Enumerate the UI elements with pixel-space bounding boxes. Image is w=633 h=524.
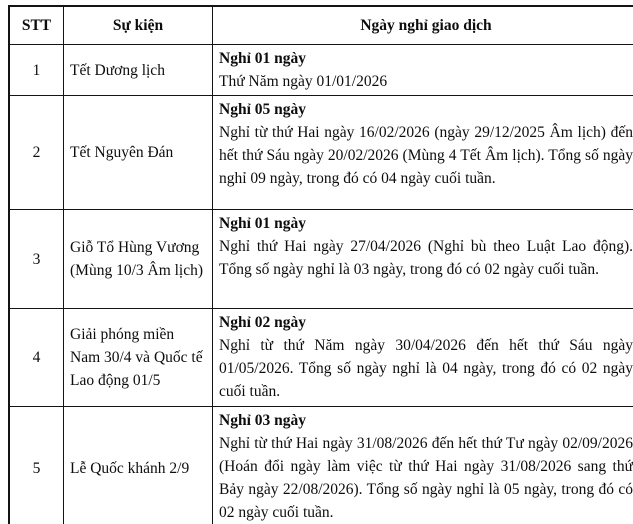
header-row: [9, 6, 633, 45]
event-cell: Lễ Quốc khánh 2/9: [64, 407, 213, 524]
holiday-detail: Nghỉ từ thứ Hai ngày 16/02/2026 (ngày 29/12/2025 Âm lịch) đến hết thứ Sáu ngày 20/02/2026 (Mùng 4 Tết Âm lịch). Tổng số ngày nghỉ 09 ngày, trong đó có 04 ngày cuối tuần.: [219, 124, 633, 187]
stt-cell: 3: [9, 210, 64, 309]
holiday-detail: Thứ Năm ngày 01/01/2026: [219, 73, 388, 90]
holiday-detail: Nghỉ thứ Hai ngày 27/04/2026 (Nghỉ bù theo Luật Lao động). Tổng số ngày nghỉ là 03 ngày, trong đó có 02 ngày cuối tuần.: [219, 238, 633, 278]
event-cell: Tết Dương lịch: [64, 45, 213, 96]
holiday-cell: [213, 309, 633, 407]
holiday-days-label: Nghỉ 02 ngày: [219, 314, 306, 331]
table-row: [9, 210, 633, 309]
holiday-days-label: Nghỉ 01 ngày: [219, 50, 306, 67]
holiday-detail: Nghỉ từ thứ Năm ngày 30/04/2026 đến hết thứ Sáu ngày 01/05/2026. Tổng số ngày nghỉ là 04 ngày, trong đó có 02 ngày cuối tuần.: [219, 337, 633, 400]
header-holiday-days: Ngày nghỉ giao dịch: [213, 6, 633, 45]
table-row: [9, 96, 633, 210]
table-header: [9, 6, 633, 45]
stt-cell: 5: [9, 407, 64, 524]
holiday-days-label: Nghỉ 05 ngày: [219, 101, 306, 118]
holiday-cell: [213, 407, 633, 524]
event-cell: Giải phóng miền Nam 30/4 và Quốc tế Lao động 01/5: [64, 309, 213, 407]
stt-cell: 1: [9, 45, 64, 96]
table-row: [9, 45, 633, 96]
holiday-detail: Nghỉ từ thứ Hai ngày 31/08/2026 đến hết thứ Tư ngày 02/09/2026 (Hoán đổi ngày làm việc từ thứ Hai ngày 31/08/2026 sang thứ Bảy ngày 22/08/2026). Tổng số ngày nghỉ là 05 ngày, trong đó có 02 ngày cuối tuần.: [219, 435, 633, 521]
table-row: [9, 309, 633, 407]
holiday-cell: [213, 45, 633, 96]
header-stt: STT: [9, 6, 64, 45]
holiday-days-label: Nghỉ 01 ngày: [219, 215, 306, 232]
table-row: [9, 407, 633, 524]
holiday-days-label: Nghỉ 03 ngày: [219, 412, 306, 429]
holiday-cell: [213, 210, 633, 309]
event-cell: Tết Nguyên Đán: [64, 96, 213, 210]
stt-cell: 2: [9, 96, 64, 210]
holiday-schedule-table: [8, 5, 633, 524]
event-cell: Giỗ Tổ Hùng Vương (Mùng 10/3 Âm lịch): [64, 210, 213, 309]
stt-cell: 4: [9, 309, 64, 407]
table-body: [9, 45, 633, 524]
holiday-cell: [213, 96, 633, 210]
header-event: Sự kiện: [64, 6, 213, 45]
